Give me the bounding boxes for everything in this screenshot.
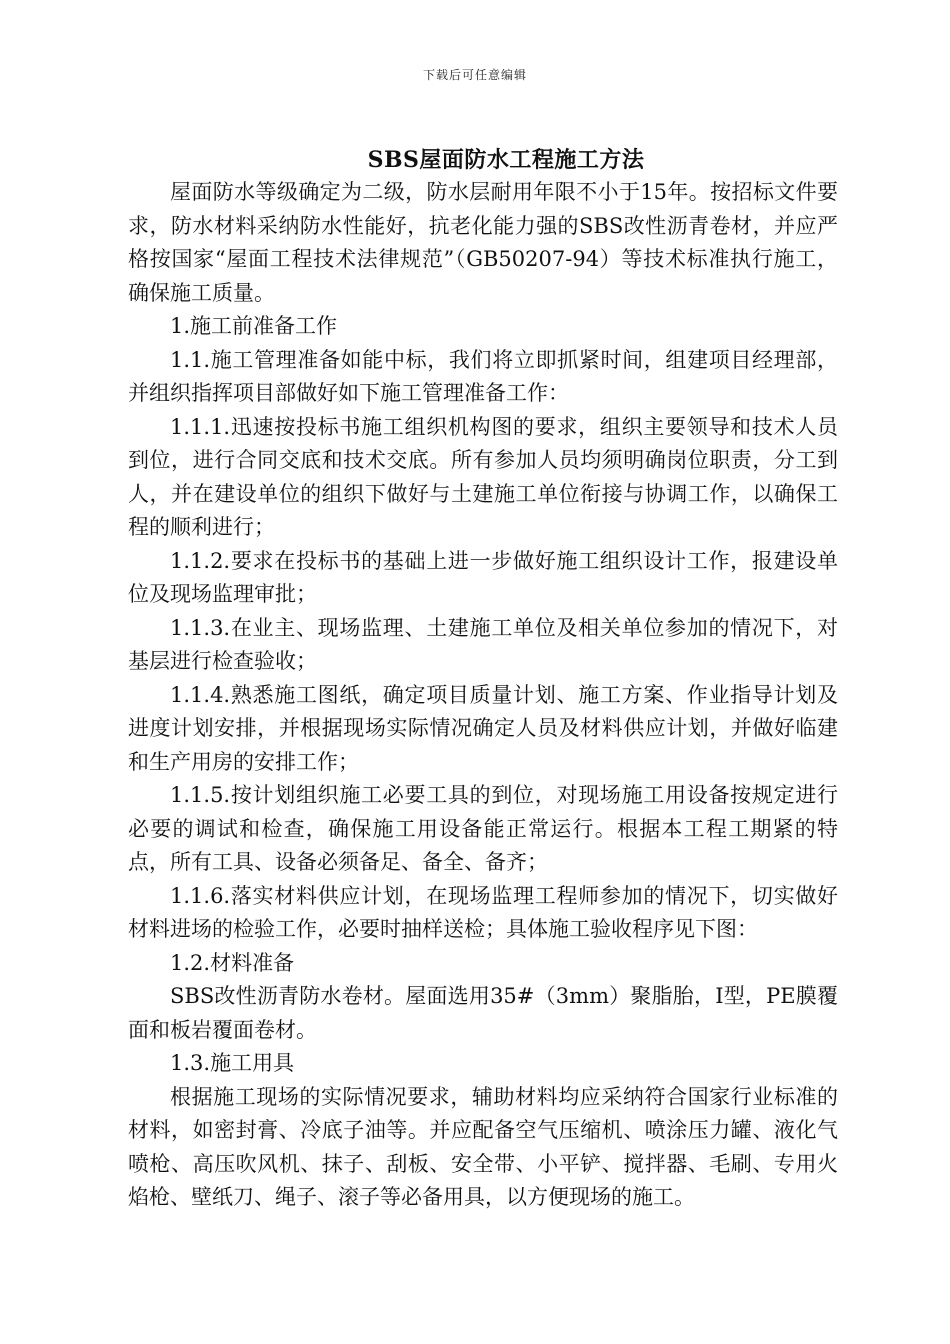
paragraph-1-1-5: 1.1.5.按计划组织施工必要工具的到位，对现场施工用设备按规定进行必要的调试和检查，确保施工用设备能正常运行。根据本工程工期紧的特点，所有工具、设备必须备足、备全、备齐； — [128, 783, 838, 874]
document-body — [128, 176, 838, 1215]
section-heading-1: 1.施工前准备工作 — [170, 314, 338, 338]
header-note: 下载后可任意编辑 — [422, 68, 527, 82]
paragraph-1-1-3: 1.1.3.在业主、现场监理、土建施工单位及相关单位参加的情况下，对基层进行检查验收； — [128, 615, 838, 673]
section-heading-1-2: 1.2.材料准备 — [170, 950, 295, 975]
section-heading-1-3: 1.3.施工用具 — [170, 1051, 295, 1075]
document-title: SBS屋面防水工程施工方法 — [367, 147, 645, 173]
paragraph-1-1-6: 1.1.6.落实材料供应计划，在现场监理工程师参加的情况下，切实做好材料进场的检验工作，必要时抽样送检；具体施工验收程序见下图： — [128, 883, 838, 941]
paragraph-1-1-4: 1.1.4.熟悉施工图纸，确定项目质量计划、施工方案、作业指导计划及进度计划安排，并根据现场实际情况确定人员及材料供应计划，并做好临建和生产用房的安排工作； — [128, 682, 838, 774]
paragraph-1-1: 1.1.施工管理准备如能中标，我们将立即抓紧时间，组建项目经理部，并组织指挥项目部做好如下施工管理准备工作： — [128, 347, 838, 405]
paragraph-1-1-1: 1.1.1.迅速按投标书施工组织机构图的要求，组织主要领导和技术人员到位，进行合同交底和技术交底。所有参加人员均须明确岗位职责，分工到人，并在建设单位的组织下做好与土建施工单位衔接与协调工作，以确保工程的顺利进行； — [128, 414, 838, 539]
paragraph-1-1-2: 1.1.2.要求在投标书的基础上进一步做好施工组织设计工作，报建设单位及现场监理审批； — [128, 548, 838, 606]
paragraph-materials: SBS改性沥青防水卷材。屋面选用35#（3mm）聚脂胎，I型，PE膜覆面和板岩覆面卷材。 — [128, 984, 838, 1042]
paragraph-tools: 根据施工现场的实际情况要求，辅助材料均应采纳符合国家行业标准的材料，如密封膏、冷底子油等。并应配备空气压缩机、喷涂压力罐、液化气喷枪、高压吹风机、抹子、刮板、安全带、小平铲、搅拌器、毛刷、专用火焰枪、壁纸刀、绳子、滚子等必备用具，以方便现场的施工。 — [128, 1084, 838, 1209]
paragraph-intro: 屋面防水等级确定为二级，防水层耐用年限不小于15年。按招标文件要求，防水材料采纳防水性能好，抗老化能力强的SBS改性沥青卷材，并应严格按国家“屋面工程技术法律规范”（GB50207-94）等技术标准执行施工，确保施工质量。 — [128, 180, 838, 305]
